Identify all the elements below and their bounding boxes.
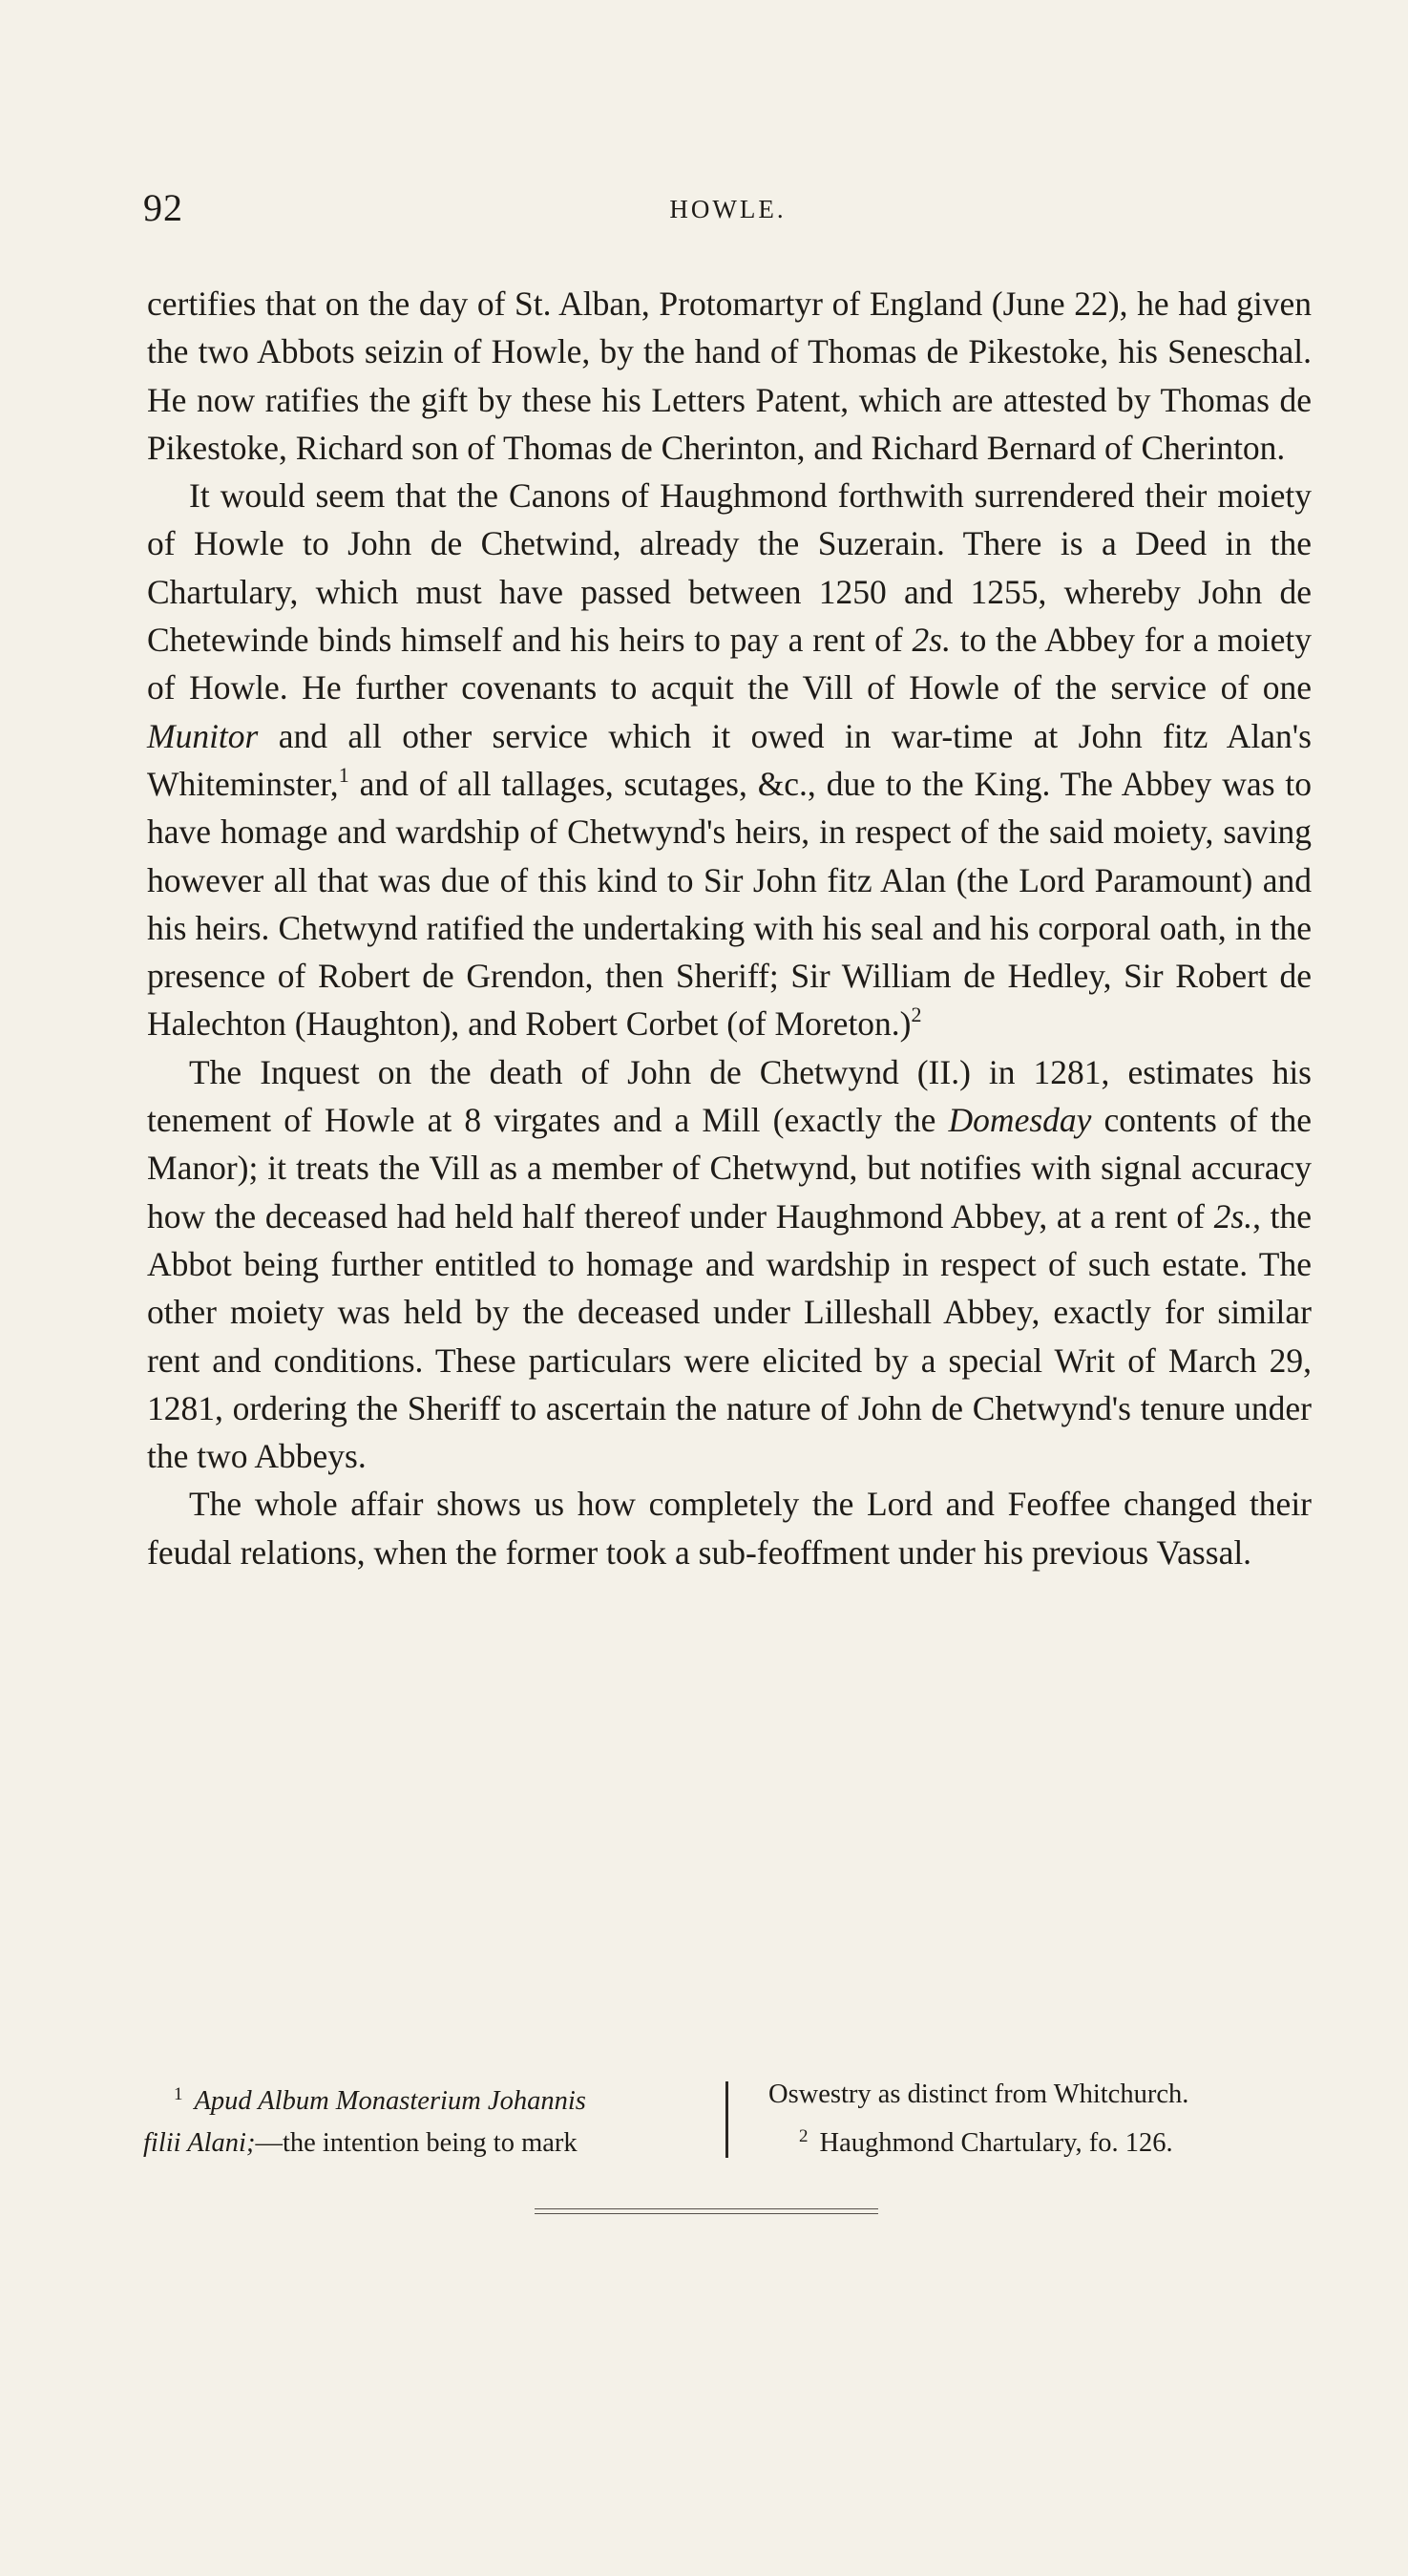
text-span: and of all tallages, scutages, &c., due to the King. The Abbey was to have homage and wardship of Chetwynd's heirs, in respect of the said moiety, saving however all that was due of this kind to Sir John fitz Alan (the Lord Paramount) and his heirs. Chetwynd ratified the undertaking with his seal and his corporal oath, in the presence of Robert de Grendon, then Sheriff; Sir William de Hedley, Sir Robert de Halechton (Haughton), and Robert Corbet (of Moreton.) — [147, 764, 1312, 1044]
footnote-1-number: 1 — [174, 2084, 183, 2104]
main-text — [147, 280, 1312, 1576]
footnote-2-text: Haughmond Chartulary, fo. 126. — [819, 2128, 1173, 2158]
paragraph-2 — [147, 472, 1312, 1048]
italic-span: Munitor — [147, 716, 259, 755]
footnote-ref-1[interactable]: 1 — [338, 762, 349, 787]
italic-span: Domesday — [948, 1101, 1092, 1140]
footnote-1-continuation: Oswestry as distinct from Whitchurch. — [768, 2080, 1189, 2109]
footnote-ref-2[interactable]: 2 — [911, 1003, 922, 1027]
running-head: HOWLE. — [669, 195, 787, 223]
footnote-1-italic: Apud Album Monasterium Johannis — [194, 2086, 586, 2116]
text-span: The Inquest on the death of John de Chetwynd (II.) in 1281, estimates his tenement of Howle at 8 virgates and a Mill (exactly the — [147, 1052, 1312, 1140]
footnote-column-left — [143, 2074, 706, 2164]
paragraph-3 — [147, 1048, 1312, 1481]
italic-span: 2s. — [1213, 1196, 1253, 1235]
footnote-1-line-2 — [143, 2122, 706, 2164]
closing-double-rule — [535, 2208, 878, 2214]
page-number: 92 — [143, 186, 183, 229]
text-span: It would seem that the Canons of Haughmond forthwith surrendered their moiety of Howle to John de Chetwind, already the Suzerain. There is a Deed in the Chartulary, which must have passed between 1250 and 1255, whereby John de Chetewinde binds himself and his heirs to pay a rent of — [147, 476, 1312, 660]
paragraph-1 — [147, 280, 1312, 472]
footnote-1-italic-2: filii Alani; — [143, 2128, 256, 2158]
footnote-2-line — [768, 2116, 1322, 2164]
page-header — [143, 184, 1313, 232]
footnotes — [143, 2074, 1313, 2169]
text-span: to the Abbey for a moiety of Howle. He further covenants to acquit the Vill of Howle of the service of one — [147, 621, 1312, 707]
italic-span: 2s. — [912, 621, 951, 660]
text-span: contents of the Manor); it treats the Vill as a member of Chetwynd, but notifies with signal accuracy how the deceased had held half thereof under Haughmond Abbey, at a rent of — [147, 1101, 1312, 1235]
text-span: and all other service which it owed in war-time at John fitz Alan's Whiteminster, — [147, 716, 1312, 803]
text-span: The whole affair shows us how completely the Lord and Feoffee changed their feudal relations, when the former took a sub-feoffment under his previous Vassal. — [147, 1485, 1312, 1572]
footnote-2-number: 2 — [799, 2126, 809, 2146]
footnote-column-right — [768, 2074, 1322, 2164]
paragraph-4 — [147, 1480, 1312, 1576]
footnote-column-divider — [725, 2081, 728, 2158]
text-span: , the Abbot being further entitled to homage and wardship in respect of such estate. The other moiety was held by the deceased under Lilleshall Abbey, exactly for similar rent and conditions. These particulars were elicited by a special Writ of March 29, 1281, ordering the Sheriff to ascertain the nature of John de Chetwynd's tenure under the two Abbeys. — [147, 1196, 1312, 1476]
footnote-1-line-1 — [143, 2074, 706, 2122]
footnote-1-text: —the intention being to mark — [255, 2128, 578, 2158]
text-span: certifies that on the day of St. Alban, Protomartyr of England (June 22), he had given the two Abbots seizin of Howle, by the hand of Thomas de Pikestoke, his Seneschal. He now ratifies the gift by these his Letters Patent, which are attested by Thomas de Pikestoke, Richard son of Thomas de Cherinton, and Richard Bernard of Cherinton. — [147, 285, 1312, 467]
